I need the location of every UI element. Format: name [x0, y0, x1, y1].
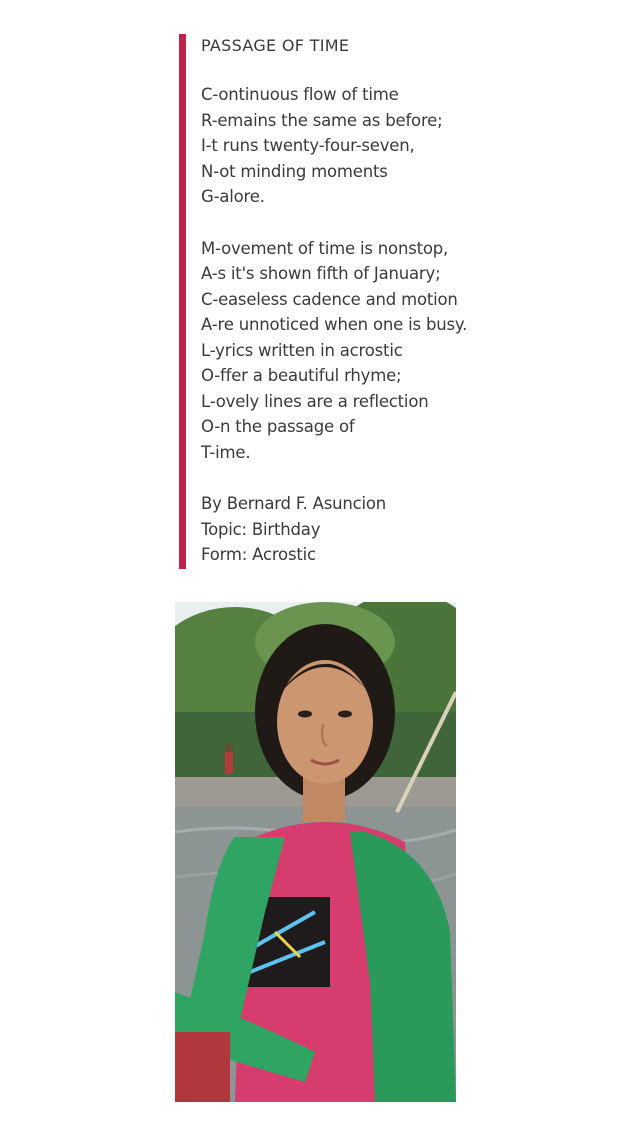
poem-line: L-ovely lines are a reflection [201, 391, 429, 411]
stanza-1 [201, 82, 509, 210]
poem-block [179, 34, 509, 569]
distant-person [225, 752, 233, 774]
poem-line: O-n the passage of [201, 417, 355, 436]
right-eye [338, 711, 352, 718]
poem-line: L-yrics written in acrostic [201, 340, 403, 360]
poem-line: A-s it's shown fifth of January; [201, 264, 441, 283]
poem-line: A-re unnoticed when one is busy. [201, 315, 468, 334]
form-line: Form: Acrostic [201, 545, 316, 564]
poem-line: T-ime. [201, 442, 251, 462]
poem-credits [201, 491, 509, 568]
poem-line: C-easeless cadence and motion [201, 289, 458, 309]
poem-line: N-ot minding moments [201, 161, 388, 181]
poem-line: R-emains the same as before; [201, 110, 443, 130]
portrait-illustration [175, 602, 456, 1102]
poem-line: C-ontinuous flow of time [201, 85, 399, 104]
author-line: By Bernard F. Asuncion [201, 494, 387, 513]
portrait-photo [175, 602, 456, 1102]
poem-line: G-alore. [201, 187, 265, 206]
distant-person-head [225, 744, 233, 752]
stanza-2 [201, 236, 509, 466]
poem-title: PASSAGE OF TIME [201, 36, 350, 55]
poem-line: M-ovement of time is nonstop, [201, 238, 449, 258]
poem-line: I-t runs twenty-four-seven, [201, 136, 415, 155]
topic-line: Topic: Birthday [201, 519, 321, 539]
left-eye [298, 711, 312, 718]
bag [175, 1032, 230, 1102]
poem-line: O-ffer a beautiful rhyme; [201, 366, 402, 385]
